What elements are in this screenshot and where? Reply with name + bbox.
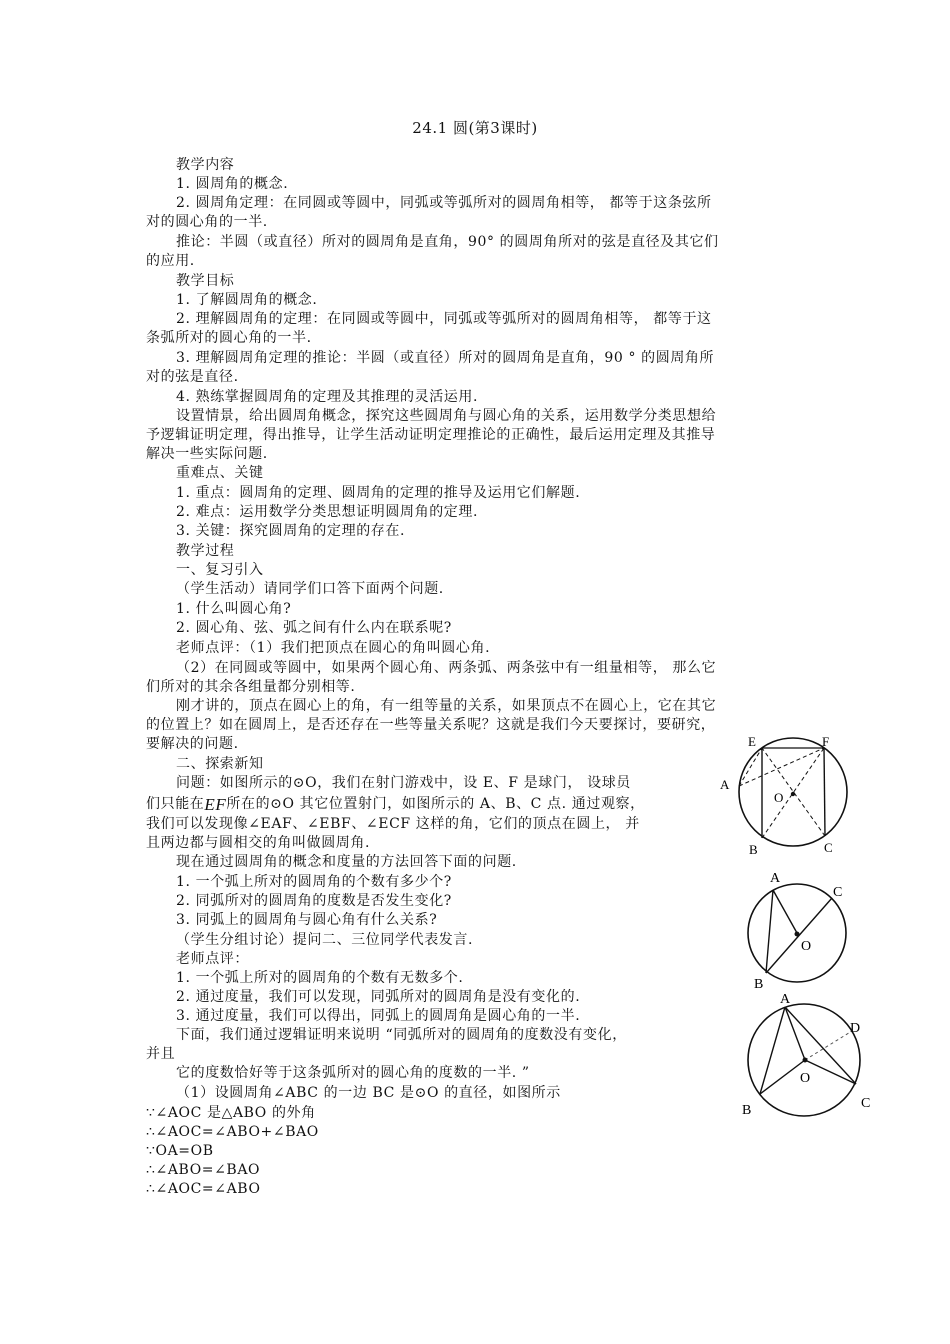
label-e: E	[748, 734, 756, 749]
proof-line: ∴∠ABO=∠BAO	[146, 1162, 261, 1178]
text-line: （学生活动）请同学们口答下面两个问题.	[176, 581, 444, 597]
text-line: 予逻辑证明定理，得出推导，让学生活动证明定理推论的正确性，最后运用定理及其推导	[146, 427, 716, 443]
text-line: 1. 一个弧上所对的圆周角的个数有多少个?	[176, 874, 452, 890]
text-line: 1. 一个弧上所对的圆周角的个数有无数多个.	[176, 970, 464, 986]
text-line: 它的度数恰好等于这条弧所对的圆心角的度数的一半. ”	[176, 1065, 530, 1081]
text-line: 3. 理解圆周角定理的推论：半圆（或直径）所对的圆周角是直角，90 ° 的圆周角所	[176, 350, 715, 366]
text-line: 2. 难点：运用数学分类思想证明圆周角的定理.	[176, 504, 479, 520]
segment-oc	[805, 1060, 856, 1084]
center-point	[803, 1058, 808, 1063]
text-line: 推论：半圆（或直径）所对的圆周角是直角，90° 的圆周角所对的弦是直径及其它们	[176, 234, 719, 250]
label-b: B	[754, 977, 764, 992]
label-c: C	[824, 840, 833, 855]
text-line: 解决一些实际问题.	[146, 446, 268, 462]
text-line: 对的圆心角的一半.	[146, 214, 268, 230]
text-line: 1. 重点：圆周角的定理、圆周角的定理的推导及运用它们解题.	[176, 485, 581, 501]
section-heading: 教学过程	[176, 543, 235, 559]
text-line: 2. 圆周角定理：在同圆或等圆中，同弧或等弧所对的圆周角相等， 都等于这条弦所	[176, 195, 712, 211]
text-line: 老师点评：（1）我们把顶点在圆心的角叫圆心角.	[176, 640, 491, 656]
label-o: O	[774, 790, 784, 805]
segment-ae	[739, 748, 762, 786]
center-point	[791, 792, 795, 796]
figure-diameter	[736, 868, 856, 993]
label-f: F	[822, 734, 830, 749]
text-line: 条弧所对的圆心角的一半.	[146, 330, 312, 346]
text-line: 3. 同弧上的圆周角与圆心角有什么关系?	[176, 912, 438, 928]
segment-ab	[766, 890, 773, 973]
figure-goal-circle	[712, 730, 862, 860]
text-line: （学生分组讨论）提问二、三位同学代表发言.	[176, 932, 474, 948]
label-a: A	[770, 871, 781, 886]
proof-line: ∴∠AOC=∠ABO+∠BAO	[146, 1124, 319, 1140]
label-o: O	[801, 939, 812, 954]
text-line: 1. 了解圆周角的概念.	[176, 292, 318, 308]
text-line: 要解决的问题.	[146, 736, 239, 752]
label-a: A	[780, 992, 791, 1007]
text-line: 2. 理解圆周角的定理：在同圆或等圆中，同弧或等弧所对的圆周角相等， 都等于这	[176, 311, 712, 327]
proof-line: ∴∠AOC=∠ABO	[146, 1181, 261, 1197]
proof-line: ∵OA=OB	[146, 1143, 214, 1159]
label-b: B	[742, 1103, 752, 1118]
text-line: 3. 通过度量，我们可以得出，同弧上的圆周角是圆心角的一半.	[176, 1008, 581, 1024]
text-line: 的位置上？如在圆周上，是否还存在一些等量关系呢？这就是我们今天要探讨，要研究，	[146, 717, 716, 733]
text-line: （2）在同圆或等圆中，如果两个圆心角、两条弧、两条弦中有一组量相等， 那么它	[176, 660, 717, 676]
segment-ao	[785, 1007, 805, 1060]
figure-center-inside	[734, 990, 879, 1120]
label-c: C	[833, 885, 843, 900]
section-heading: 二、探索新知	[176, 756, 264, 772]
text-line: 们所对的其余各组量都分别相等.	[146, 679, 356, 695]
segment-fc	[824, 748, 825, 836]
text-line: 4. 熟练掌握圆周角的定理及其推理的灵活运用.	[176, 389, 479, 405]
page-title: 24.1 圆(第3课时)	[412, 119, 538, 137]
segment-ac	[785, 1007, 856, 1084]
label-o: O	[800, 1071, 811, 1086]
text-line: 刚才讲的，顶点在圆心上的角，有一组等量的关系，如果顶点不在圆心上，它在其它	[176, 698, 717, 714]
text-line: （1）设圆周角∠ABC 的一边 BC 是⊙O 的直径，如图所示	[176, 1085, 561, 1101]
text-line: 问题：如图所示的⊙O，我们在射门游戏中，设 E、F 是球门， 设球员	[176, 775, 631, 791]
section-heading: 重难点、关键	[176, 465, 264, 481]
arc-ef-symbol: EF	[204, 795, 227, 814]
text-line: 2. 同弧所对的圆周角的度数是否发生变化?	[176, 893, 452, 909]
text-line: 并且	[146, 1046, 176, 1062]
text-line: 老师点评：	[176, 951, 249, 967]
text-line: 对的弦是直径.	[146, 369, 239, 385]
text-fragment: 所在的⊙O 其它位置射门，如图所示的 A、B、C 点. 通过观察，	[226, 796, 645, 812]
text-line: 现在通过圆周角的概念和度量的方法回答下面的问题.	[176, 854, 517, 870]
text-line: 的应用.	[146, 253, 195, 269]
label-d: D	[850, 1021, 861, 1036]
text-line: 且两边都与圆相交的角叫做圆周角.	[146, 835, 371, 851]
label-b: B	[749, 842, 758, 857]
text-line	[146, 794, 645, 813]
text-line: 我们可以发现像∠EAF、∠EBF、∠ECF 这样的角，它们的顶点在圆上， 并	[146, 816, 640, 832]
label-c: C	[861, 1096, 871, 1111]
center-point	[795, 932, 800, 937]
text-line: 下面，我们通过逻辑证明来说明 “同弧所对的圆周角的度数没有变化，	[176, 1027, 627, 1043]
segment-ao	[773, 890, 797, 933]
proof-line: ∵∠AOC 是△ABO 的外角	[146, 1105, 316, 1121]
text-line: 1. 什么叫圆心角?	[176, 601, 292, 617]
text-fragment: 们只能在	[146, 796, 205, 812]
section-heading: 教学目标	[176, 273, 235, 289]
text-line: 1. 圆周角的概念.	[176, 176, 289, 192]
text-line: 设置情景，给出圆周角概念，探究这些圆周角与圆心角的关系，运用数学分类思想给	[176, 408, 717, 424]
text-line: 2. 通过度量，我们可以发现，同弧所对的圆周角是没有变化的.	[176, 989, 581, 1005]
label-a: A	[720, 777, 730, 792]
text-line: 3. 关键：探究圆周角的定理的存在.	[176, 523, 406, 539]
section-heading: 教学内容	[176, 157, 235, 173]
text-line: 一、复习引入	[176, 562, 264, 578]
segment-bo	[760, 1060, 805, 1094]
text-line: 2. 圆心角、弦、弧之间有什么内在联系呢?	[176, 620, 452, 636]
